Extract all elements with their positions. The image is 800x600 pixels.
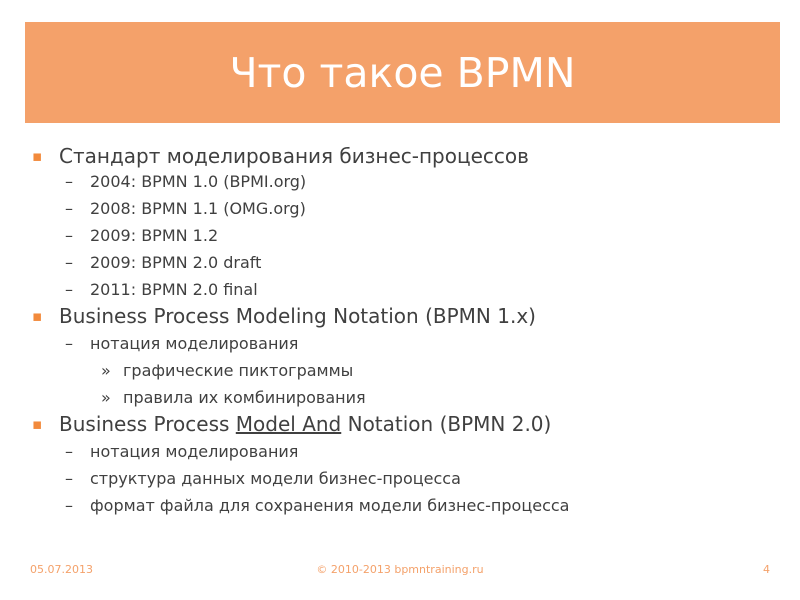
sub-item: [65, 495, 570, 517]
square-bullet-icon: ▪: [32, 415, 43, 433]
sub-item-text: 2011: BPMN 2.0 final: [90, 280, 258, 299]
sub-item: [65, 252, 262, 274]
sub-item: [65, 225, 219, 247]
sub-item: [65, 279, 258, 301]
dash-icon: –: [65, 172, 73, 191]
bullet-text-after: Notation (BPMN 2.0): [341, 412, 552, 436]
dash-icon: –: [65, 226, 73, 245]
sub-item: [65, 468, 461, 490]
sub-item: [65, 198, 306, 220]
sub-item-text: нотация моделирования: [90, 442, 299, 461]
dash-icon: –: [65, 334, 73, 353]
sub-item-text: 2009: BPMN 1.2: [90, 226, 219, 245]
footer-page-number: 4: [763, 563, 770, 576]
sub-item-text: 2009: BPMN 2.0 draft: [90, 253, 262, 272]
sub-item-text: 2004: BPMN 1.0 (BPMI.org): [90, 172, 307, 191]
dash-icon: –: [65, 496, 73, 515]
sub-item-text: структура данных модели бизнес-процесса: [90, 469, 461, 488]
sub-item-text: формат файла для сохранения модели бизнес-процесса: [90, 496, 570, 515]
sub-sub-item-text: правила их комбинирования: [123, 388, 366, 407]
sub-sub-item-text: графические пиктограммы: [123, 361, 354, 380]
sub-item-text: 2008: BPMN 1.1 (OMG.org): [90, 199, 306, 218]
raquo-icon: »: [101, 361, 111, 380]
bullet-item: [32, 143, 529, 169]
sub-item: [65, 171, 307, 193]
dash-icon: –: [65, 199, 73, 218]
raquo-icon: »: [101, 388, 111, 407]
square-bullet-icon: ▪: [32, 147, 43, 165]
bullet-text: Business Process Modeling Notation (BPMN 1.x): [59, 304, 536, 328]
slide-title: Что такое BPMN: [229, 49, 576, 97]
square-bullet-icon: ▪: [32, 307, 43, 325]
sub-sub-item: [101, 387, 366, 409]
bullet-item: [32, 411, 552, 437]
footer-copyright: © 2010-2013 bpmntraining.ru: [316, 563, 484, 576]
dash-icon: –: [65, 280, 73, 299]
sub-item: [65, 441, 299, 463]
bullet-text: Стандарт моделирования бизнес-процессов: [59, 144, 529, 168]
bullet-item: [32, 303, 536, 329]
sub-sub-item: [101, 360, 354, 382]
sub-item: [65, 333, 299, 355]
bullet-text-underlined: Model And: [235, 412, 342, 436]
dash-icon: –: [65, 442, 73, 461]
dash-icon: –: [65, 253, 73, 272]
bullet-text-before: Business Process: [59, 412, 236, 436]
sub-item-text: нотация моделирования: [90, 334, 299, 353]
footer-date: 05.07.2013: [30, 563, 93, 576]
dash-icon: –: [65, 469, 73, 488]
